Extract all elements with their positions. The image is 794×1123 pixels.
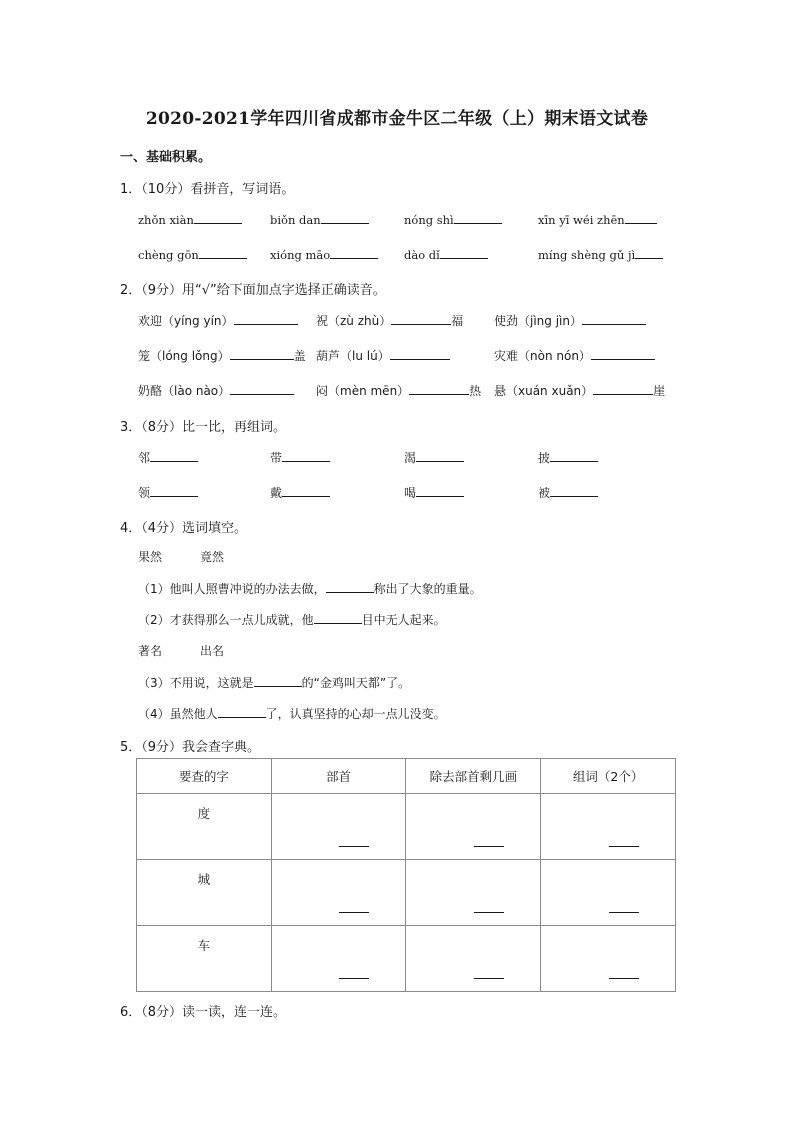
answer-cell[interactable]: [406, 794, 541, 860]
word-choice: 竟然: [200, 550, 225, 564]
compare-item: 邻: [138, 449, 198, 466]
compare-item: 披: [538, 449, 598, 466]
sentence-4: （4）虽然他人 了，认真坚持的心却一点儿没变。: [138, 707, 446, 721]
word-choice: 出名: [200, 644, 225, 658]
table-row: [137, 926, 676, 992]
question-6-label: 6．（8分）读一读，连一连。: [120, 1005, 287, 1020]
section-heading: 一、基础积累。: [120, 150, 212, 165]
pinyin-item: chèng gōn: [138, 246, 247, 262]
answer-cell[interactable]: [271, 860, 406, 926]
question-5-label: 5．（9分）我会查字典。: [120, 740, 261, 755]
table-row: [137, 794, 676, 860]
table-row: [137, 860, 676, 926]
sentence-3: （3）不用说，这就是 的“金鸡叫天都”了。: [138, 676, 411, 690]
lookup-char: 车: [197, 938, 211, 953]
table-header: 要查的字: [137, 759, 272, 794]
answer-cell[interactable]: [406, 860, 541, 926]
reading-item: 闷（mèn mēn） 热: [316, 384, 482, 398]
table-header-row: [137, 759, 676, 794]
reading-item: 使劲（jìng jìn）: [494, 312, 646, 329]
compare-item: 渴: [404, 449, 464, 466]
table-header: 组词（2个）: [541, 759, 676, 794]
question-3-label: 3．（8分）比一比，再组词。: [120, 420, 287, 435]
pinyin-item: xīn yī wéi zhēn: [538, 211, 657, 227]
sentence-1: （1）他叫人照曹冲说的办法去做， 称出了大象的重量。: [138, 582, 482, 596]
page-title: 2020-2021学年四川省成都市金牛区二年级（上）期末语文试卷: [145, 109, 649, 129]
answer-cell[interactable]: [541, 926, 676, 992]
pinyin-item: zhǒn xiàn: [138, 211, 242, 227]
answer-cell[interactable]: [406, 926, 541, 992]
reading-item: 祝（zù zhù） 福: [316, 314, 464, 328]
question-1-label: 1．（10分）看拼音，写词语。: [120, 182, 295, 197]
compare-item: 带: [270, 449, 330, 466]
lookup-char-cell: [137, 794, 272, 860]
dictionary-table: [136, 758, 676, 992]
sentence-2: （2）才获得那么一点儿成就，他 目中无人起来。: [138, 613, 446, 627]
answer-cell[interactable]: [271, 926, 406, 992]
word-choice: 果然: [138, 550, 163, 564]
answer-cell[interactable]: [541, 860, 676, 926]
compare-item: 领: [138, 484, 198, 501]
answer-cell[interactable]: [541, 794, 676, 860]
table-header: 部首: [271, 759, 406, 794]
answer-cell[interactable]: [271, 794, 406, 860]
reading-item: 笼（lóng lǒng） 盖: [138, 349, 306, 363]
lookup-char-cell: [137, 926, 272, 992]
reading-item: 欢迎（yíng yín）: [138, 312, 298, 329]
pinyin-item: nóng shì: [404, 211, 502, 227]
reading-item: 灾难（nòn nón）: [494, 347, 655, 364]
lookup-char: 城: [197, 872, 211, 887]
compare-item: 喝: [404, 484, 464, 501]
lookup-char-cell: [137, 860, 272, 926]
question-4-label: 4．（4分）选词填空。: [120, 521, 248, 536]
pinyin-item: xióng māo: [270, 246, 378, 262]
question-2-label: 2．（9分）用“√”给下面加点字选择正确读音。: [120, 283, 386, 298]
reading-item: 葫芦（lu lú）: [316, 347, 450, 364]
pinyin-item: dào dǐ: [404, 246, 488, 262]
compare-item: 戴: [270, 484, 330, 501]
table-header: 除去部首剩几画: [406, 759, 541, 794]
reading-item: 悬（xuán xuǎn） 崖: [494, 384, 666, 398]
lookup-char: 度: [197, 806, 211, 821]
pinyin-item: biǒn dan: [270, 211, 369, 227]
word-choice: 著名: [138, 644, 163, 658]
reading-item: 奶酪（lào nào）: [138, 382, 294, 399]
pinyin-item: míng shèng gǔ jì: [538, 246, 663, 262]
compare-item: 被: [538, 484, 598, 501]
